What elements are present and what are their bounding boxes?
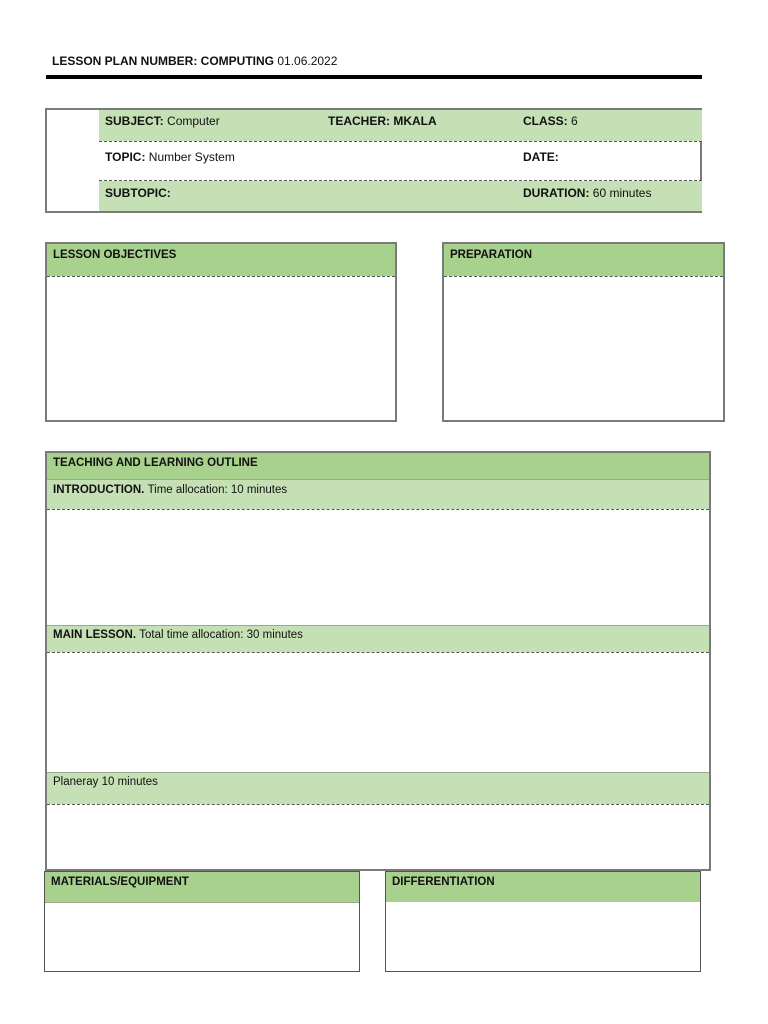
subject-value: Computer [167, 114, 220, 128]
plenary-divider [47, 804, 709, 805]
preparation-title: PREPARATION [450, 249, 532, 261]
teaching-outline-header [47, 453, 709, 479]
class-value: 6 [571, 114, 578, 128]
teaching-outline-box [45, 451, 711, 871]
materials-box [44, 871, 360, 972]
teacher-label: TEACHER: [328, 114, 390, 128]
preparation-header [444, 244, 723, 276]
main-lesson-header [47, 625, 709, 652]
lesson-objectives-box [45, 242, 397, 422]
lesson-objectives-header [47, 244, 395, 276]
main-lesson-title [53, 629, 303, 641]
subtopic-label: SUBTOPIC: [105, 186, 171, 200]
class-label: CLASS: [523, 114, 568, 128]
topic-label: TOPIC: [105, 150, 146, 164]
introduction-label: INTRODUCTION. [53, 484, 145, 496]
info-row-divider [99, 180, 702, 181]
subject-label: SUBJECT: [105, 114, 164, 128]
introduction-divider [47, 509, 709, 510]
teacher-field [328, 114, 437, 128]
differentiation-title: DIFFERENTIATION [392, 876, 495, 888]
lesson-info-table [45, 108, 702, 213]
introduction-detail: Time allocation: 10 minutes [147, 484, 288, 496]
introduction-title [53, 484, 287, 496]
info-row-divider [99, 141, 702, 142]
introduction-header [47, 479, 709, 509]
topic-value: Number System [148, 150, 235, 164]
class-field [523, 114, 578, 128]
subject-field [105, 114, 220, 128]
objectives-divider [47, 276, 395, 277]
main-lesson-detail: Total time allocation: 30 minutes [139, 629, 303, 641]
page-title-label: LESSON PLAN NUMBER: COMPUTING [52, 54, 274, 68]
lesson-objectives-title: LESSON OBJECTIVES [53, 249, 177, 261]
duration-label: DURATION: [523, 186, 590, 200]
title-underline [46, 75, 702, 79]
page-title [52, 54, 337, 68]
main-lesson-divider [47, 652, 709, 653]
plenary-header [47, 772, 709, 804]
date-field [523, 150, 559, 164]
main-lesson-label: MAIN LESSON. [53, 629, 137, 641]
date-label: DATE: [523, 150, 559, 164]
teacher-value: MKALA [393, 114, 437, 128]
materials-header [45, 872, 359, 902]
differentiation-header [386, 872, 700, 902]
page-title-code: 01.06.2022 [277, 54, 338, 68]
preparation-box [442, 242, 725, 422]
topic-field [105, 150, 235, 164]
duration-value: 60 minutes [592, 186, 652, 200]
materials-divider [45, 902, 359, 903]
differentiation-box [385, 871, 701, 972]
materials-title: MATERIALS/EQUIPMENT [51, 876, 189, 888]
duration-field [523, 186, 651, 200]
preparation-divider [444, 276, 723, 277]
teaching-outline-title: TEACHING AND LEARNING OUTLINE [53, 457, 258, 469]
plenary-title: Planeray 10 minutes [53, 776, 158, 788]
subtopic-field [105, 186, 171, 200]
